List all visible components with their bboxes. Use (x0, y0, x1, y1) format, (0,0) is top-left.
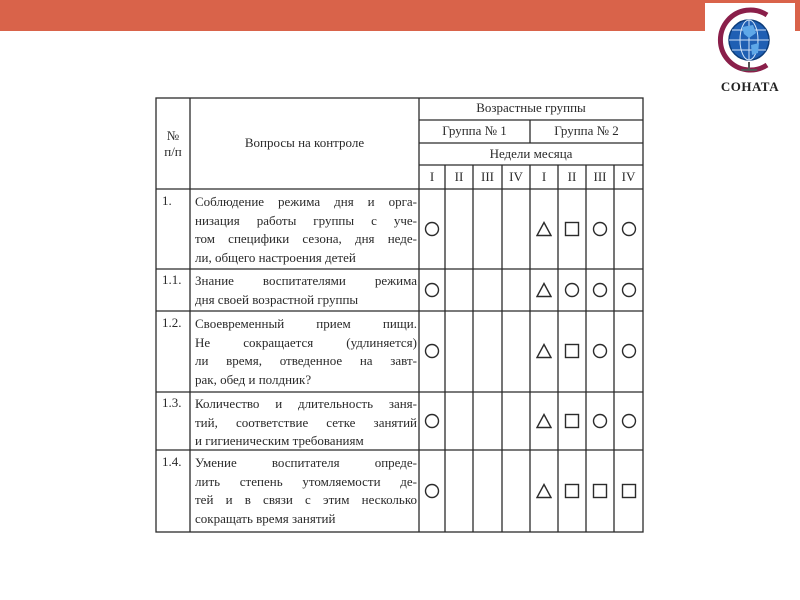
square-mark-icon (564, 483, 580, 499)
question-text: Умение воспитателя опреде- лить степень утомляемости де- тей и в связи с этим несколько сокращать время занятий (195, 455, 417, 526)
circle-mark-icon (592, 413, 608, 429)
sonata-logo (705, 3, 795, 99)
triangle-mark-icon (536, 221, 552, 237)
square-mark-icon (621, 483, 637, 499)
row-number: 1.4. (162, 454, 182, 469)
question-text: Знание воспитателями режима дня своей возрастной группы (195, 273, 417, 307)
circle-mark-icon (621, 343, 637, 359)
header-weeks: Недели месяца (489, 146, 573, 161)
square-mark-icon (564, 343, 580, 359)
week-label: IV (509, 169, 523, 184)
week-label: III (481, 169, 494, 184)
circle-mark-icon (621, 221, 637, 237)
triangle-mark-icon (536, 343, 552, 359)
week-label: I (429, 169, 435, 184)
control-table (154, 96, 646, 534)
circle-mark-icon (564, 282, 580, 298)
week-label: IV (621, 169, 636, 184)
circle-mark-icon (592, 282, 608, 298)
square-mark-icon (592, 483, 608, 499)
triangle-mark-icon (536, 282, 552, 298)
globe-icon (709, 5, 791, 81)
square-mark-icon (564, 413, 580, 429)
circle-mark-icon (424, 483, 440, 499)
header-questions: Вопросы на контроле (244, 135, 365, 150)
circle-mark-icon (621, 413, 637, 429)
week-label: III (593, 169, 607, 184)
row-number: 1. (162, 193, 172, 208)
question-text: Своевременный прием пищи. Не сокращается (удлиняется) ли время, отведенное на завт- рак, обед и полдник? (195, 316, 417, 387)
circle-mark-icon (592, 343, 608, 359)
row-number: 1.1. (162, 272, 182, 287)
week-label: I (541, 169, 547, 184)
circle-mark-icon (424, 221, 440, 237)
row-number: 1.2. (162, 315, 182, 330)
question-text: Количество и длительность заня- тий, соответствие сетке занятий и гигиеническим требованиям (195, 396, 417, 448)
question-text: Соблюдение режима дня и орга- низация работы группы с уче- том специфики сезона, дня неде- ли, общего настроения детей (195, 194, 417, 265)
circle-mark-icon (424, 343, 440, 359)
circle-mark-icon (424, 282, 440, 298)
top-accent-bar (0, 0, 800, 31)
row-number: 1.3. (162, 395, 182, 410)
square-mark-icon (564, 221, 580, 237)
week-label: II (454, 169, 464, 184)
circle-mark-icon (424, 413, 440, 429)
header-group-2: Группа № 2 (554, 123, 619, 138)
logo-text: СОНАТА (720, 79, 780, 94)
week-label: II (567, 169, 577, 184)
header-age-groups: Возрастные группы (476, 100, 586, 115)
header-number: № п/п (164, 128, 182, 159)
header-group-1: Группа № 1 (442, 123, 507, 138)
triangle-mark-icon (536, 483, 552, 499)
circle-mark-icon (621, 282, 637, 298)
circle-mark-icon (592, 221, 608, 237)
triangle-mark-icon (536, 413, 552, 429)
